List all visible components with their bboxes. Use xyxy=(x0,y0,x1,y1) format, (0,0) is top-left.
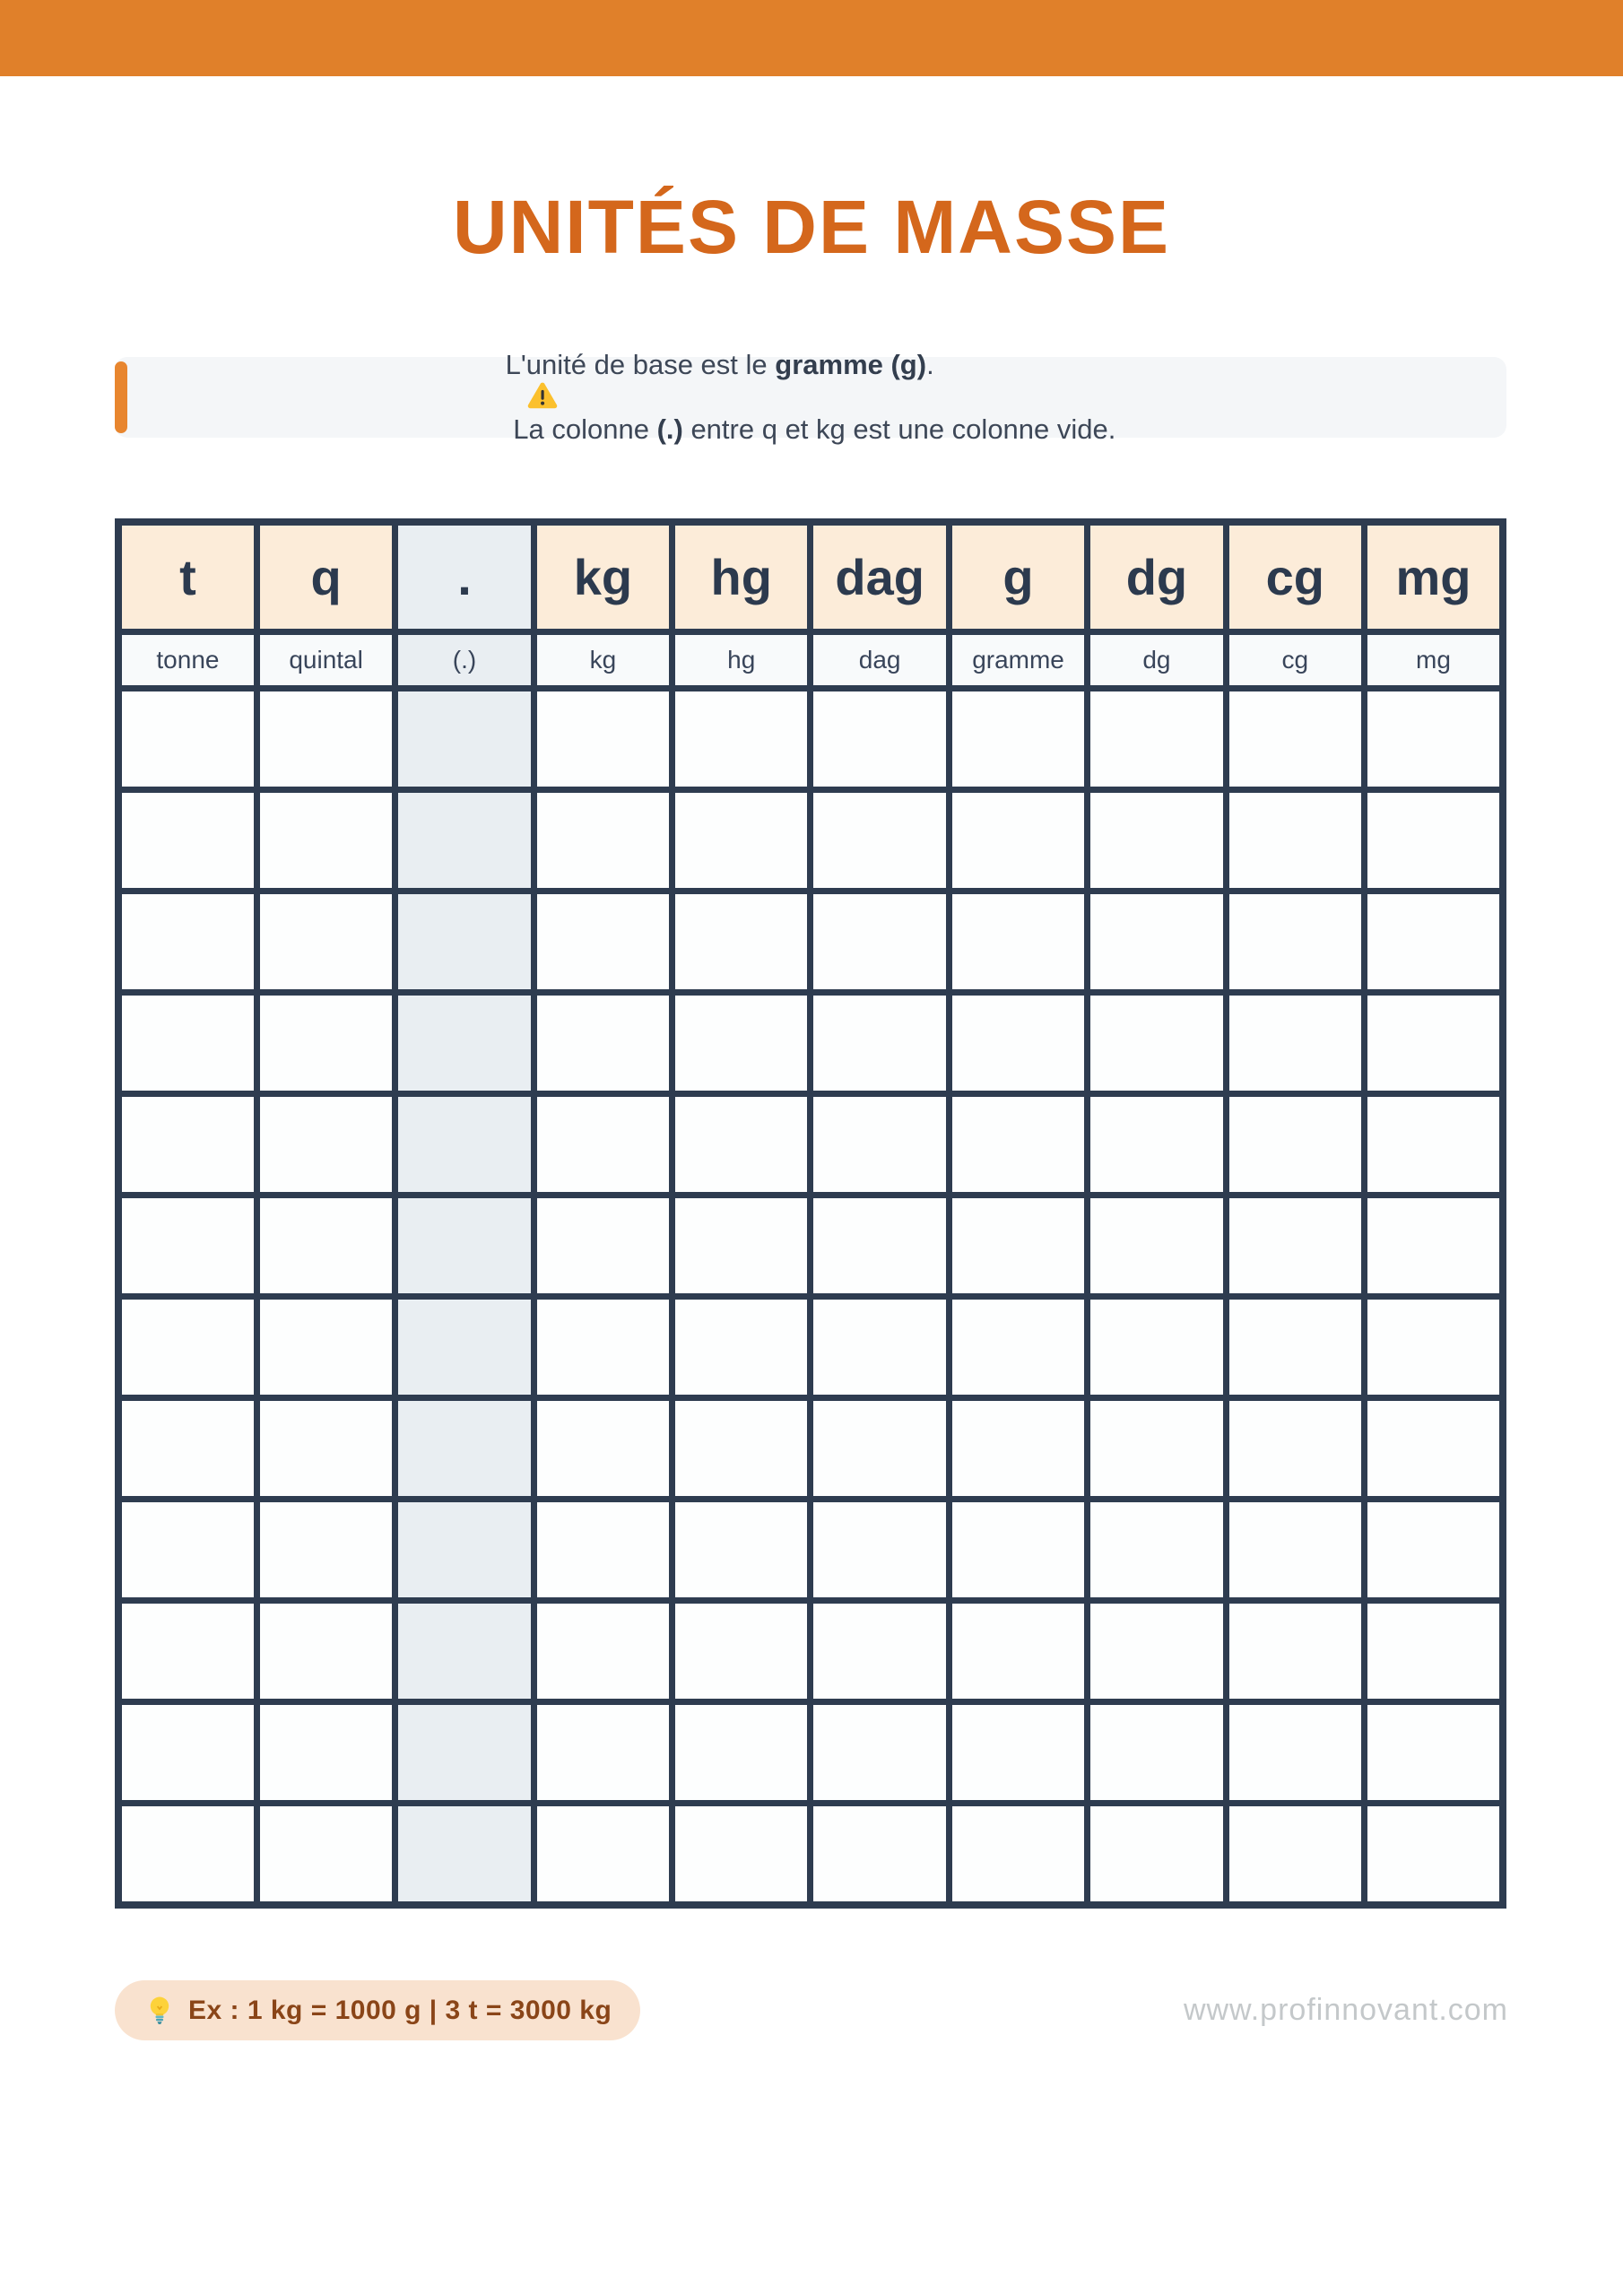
column-header-tonne: t xyxy=(118,522,256,632)
grid-cell xyxy=(1365,1094,1503,1196)
grid-cell xyxy=(949,1196,1087,1297)
grid-cell xyxy=(534,993,672,1094)
grid-cell xyxy=(256,1094,395,1196)
grid-cell xyxy=(1088,1702,1226,1804)
column-header-gramme: g xyxy=(949,522,1087,632)
grid-cell xyxy=(811,689,949,790)
grid-cell xyxy=(395,1398,534,1500)
grid-cell xyxy=(949,1297,1087,1398)
example-text: Ex : 1 kg = 1000 g | 3 t = 3000 kg xyxy=(188,1995,612,2025)
grid-cell xyxy=(395,993,534,1094)
grid-cell xyxy=(118,790,256,891)
grid-cell xyxy=(256,1196,395,1297)
grid-cell xyxy=(1365,1196,1503,1297)
column-label-kg: kg xyxy=(534,632,672,689)
grid-cell xyxy=(118,1196,256,1297)
grid-cell xyxy=(1226,1500,1364,1601)
mass-units-table xyxy=(115,518,1506,1909)
grid-cell xyxy=(949,1398,1087,1500)
grid-row xyxy=(118,1601,1503,1702)
grid-cell xyxy=(673,993,811,1094)
grid-cell xyxy=(534,1297,672,1398)
grid-cell xyxy=(1088,1601,1226,1702)
grid-row xyxy=(118,1702,1503,1804)
grid-cell xyxy=(256,1500,395,1601)
grid-cell xyxy=(949,1702,1087,1804)
grid-cell xyxy=(256,1297,395,1398)
grid-cell xyxy=(534,891,672,993)
grid-cell xyxy=(1226,1601,1364,1702)
grid-cell xyxy=(118,1702,256,1804)
grid-cell xyxy=(1365,891,1503,993)
grid-cell xyxy=(673,891,811,993)
grid-cell xyxy=(1226,891,1364,993)
column-label-dg: dg xyxy=(1088,632,1226,689)
grid-cell xyxy=(118,1094,256,1196)
grid-cell xyxy=(395,1297,534,1398)
unit-symbol-row xyxy=(118,522,1503,632)
grid-cell xyxy=(673,1094,811,1196)
grid-cell xyxy=(395,1804,534,1906)
grid-cell xyxy=(1088,790,1226,891)
example-badge xyxy=(115,1980,640,2040)
lightbulb-icon xyxy=(143,1994,176,2028)
grid-cell xyxy=(811,1601,949,1702)
grid-cell xyxy=(811,1196,949,1297)
grid-cell xyxy=(949,1804,1087,1906)
grid-cell xyxy=(949,790,1087,891)
grid-cell xyxy=(1365,1500,1503,1601)
top-accent-bar xyxy=(0,0,1623,76)
grid-cell xyxy=(1365,790,1503,891)
column-label-hg: hg xyxy=(673,632,811,689)
grid-cell xyxy=(534,1500,672,1601)
grid-cell xyxy=(1365,993,1503,1094)
grid-cell xyxy=(118,891,256,993)
grid-cell xyxy=(395,1196,534,1297)
warning-icon xyxy=(521,381,564,413)
grid-cell xyxy=(534,1196,672,1297)
grid-cell xyxy=(256,1702,395,1804)
grid-cell xyxy=(673,689,811,790)
grid-cell xyxy=(395,1094,534,1196)
grid-cell xyxy=(256,1804,395,1906)
grid-cell xyxy=(1226,1196,1364,1297)
grid-cell xyxy=(534,1804,672,1906)
website-url: www.profinnovant.com xyxy=(1183,1993,1508,2027)
footer xyxy=(115,1980,1508,2040)
table-head xyxy=(118,522,1503,689)
grid-cell xyxy=(1365,1804,1503,1906)
grid-cell xyxy=(534,1702,672,1804)
grid-cell xyxy=(395,891,534,993)
grid-cell xyxy=(1365,1702,1503,1804)
grid-cell xyxy=(118,993,256,1094)
grid-cell xyxy=(1088,689,1226,790)
column-label-mg: mg xyxy=(1365,632,1503,689)
grid-cell xyxy=(1088,1297,1226,1398)
grid-cell xyxy=(673,1702,811,1804)
grid-cell xyxy=(949,689,1087,790)
grid-cell xyxy=(1088,1500,1226,1601)
column-label-cg: cg xyxy=(1226,632,1364,689)
grid-cell xyxy=(395,1500,534,1601)
grid-cell xyxy=(1226,1804,1364,1906)
column-label-quintal: quintal xyxy=(256,632,395,689)
grid-cell xyxy=(673,1804,811,1906)
grid-cell xyxy=(395,790,534,891)
grid-cell xyxy=(1226,1702,1364,1804)
grid-row xyxy=(118,1398,1503,1500)
info-banner xyxy=(115,349,1506,445)
grid-cell xyxy=(534,790,672,891)
grid-cell xyxy=(256,1398,395,1500)
grid-cell xyxy=(811,1398,949,1500)
column-header-cg: cg xyxy=(1226,522,1364,632)
grid-cell xyxy=(949,1601,1087,1702)
grid-cell xyxy=(949,993,1087,1094)
grid-cell xyxy=(1088,1398,1226,1500)
grid-cell xyxy=(395,1601,534,1702)
grid-cell xyxy=(1365,1601,1503,1702)
grid-cell xyxy=(118,1500,256,1601)
grid-cell xyxy=(673,1500,811,1601)
grid-cell xyxy=(1088,891,1226,993)
info-text-segment: entre q et kg est une colonne vide. xyxy=(682,413,1116,445)
grid-cell xyxy=(256,790,395,891)
grid-cell xyxy=(673,1398,811,1500)
info-text-segment: . xyxy=(926,349,942,380)
grid-cell xyxy=(118,1398,256,1500)
info-bold-text: gramme (g) xyxy=(775,349,927,380)
column-label-(.): (.) xyxy=(395,632,534,689)
column-label-tonne: tonne xyxy=(118,632,256,689)
column-label-dag: dag xyxy=(811,632,949,689)
grid-row xyxy=(118,790,1503,891)
grid-cell xyxy=(118,1601,256,1702)
grid-cell xyxy=(256,993,395,1094)
column-header-dg: dg xyxy=(1088,522,1226,632)
grid-cell xyxy=(811,1804,949,1906)
grid-cell xyxy=(1088,1804,1226,1906)
grid-cell xyxy=(534,1398,672,1500)
grid-cell xyxy=(949,1094,1087,1196)
grid-cell xyxy=(811,790,949,891)
column-header-quintal: q xyxy=(256,522,395,632)
grid-cell xyxy=(395,1702,534,1804)
grid-cell xyxy=(395,689,534,790)
grid-cell xyxy=(534,689,672,790)
grid-cell xyxy=(1226,1398,1364,1500)
page-title: UNITÉS DE MASSE xyxy=(452,185,1171,269)
grid-cell xyxy=(1226,1297,1364,1398)
grid-cell xyxy=(118,1297,256,1398)
grid-cell xyxy=(673,790,811,891)
grid-row xyxy=(118,1804,1503,1906)
column-header-kg: kg xyxy=(534,522,672,632)
grid-cell xyxy=(949,891,1087,993)
grid-cell xyxy=(811,1702,949,1804)
grid-cell xyxy=(256,1601,395,1702)
grid-cell xyxy=(811,1094,949,1196)
grid-cell xyxy=(534,1601,672,1702)
column-header-mg: mg xyxy=(1365,522,1503,632)
grid-cell xyxy=(534,1094,672,1196)
grid-row xyxy=(118,689,1503,790)
grid-cell xyxy=(673,1196,811,1297)
grid-cell xyxy=(1226,993,1364,1094)
grid-cell xyxy=(673,1297,811,1398)
grid-row xyxy=(118,1500,1503,1601)
grid-cell xyxy=(1088,1196,1226,1297)
grid-cell xyxy=(1365,689,1503,790)
grid-cell xyxy=(1365,1398,1503,1500)
grid-row xyxy=(118,1297,1503,1398)
grid-cell xyxy=(118,1804,256,1906)
grid-cell xyxy=(1226,689,1364,790)
grid-cell xyxy=(1226,1094,1364,1196)
info-text-segment: L'unité de base est le xyxy=(505,349,776,380)
grid-cell xyxy=(1365,1297,1503,1398)
grid-cell xyxy=(118,689,256,790)
grid-cell xyxy=(1088,1094,1226,1196)
grid-cell xyxy=(811,1297,949,1398)
table-body xyxy=(118,689,1503,1906)
grid-row xyxy=(118,891,1503,993)
column-header-hg: hg xyxy=(673,522,811,632)
info-text-segment: La colonne xyxy=(505,413,657,445)
grid-cell xyxy=(1088,993,1226,1094)
grid-row xyxy=(118,993,1503,1094)
grid-cell xyxy=(949,1500,1087,1601)
grid-cell xyxy=(256,689,395,790)
column-header-(.): . xyxy=(395,522,534,632)
grid-cell xyxy=(811,891,949,993)
grid-cell xyxy=(256,891,395,993)
info-bold-text: (.) xyxy=(656,413,683,445)
grid-cell xyxy=(673,1601,811,1702)
info-text xyxy=(506,349,1116,446)
column-label-gramme: gramme xyxy=(949,632,1087,689)
grid-cell xyxy=(1226,790,1364,891)
grid-cell xyxy=(811,1500,949,1601)
grid-row xyxy=(118,1094,1503,1196)
grid-row xyxy=(118,1196,1503,1297)
column-header-dag: dag xyxy=(811,522,949,632)
info-accent-bar xyxy=(115,361,127,433)
grid-cell xyxy=(811,993,949,1094)
unit-label-row xyxy=(118,632,1503,689)
